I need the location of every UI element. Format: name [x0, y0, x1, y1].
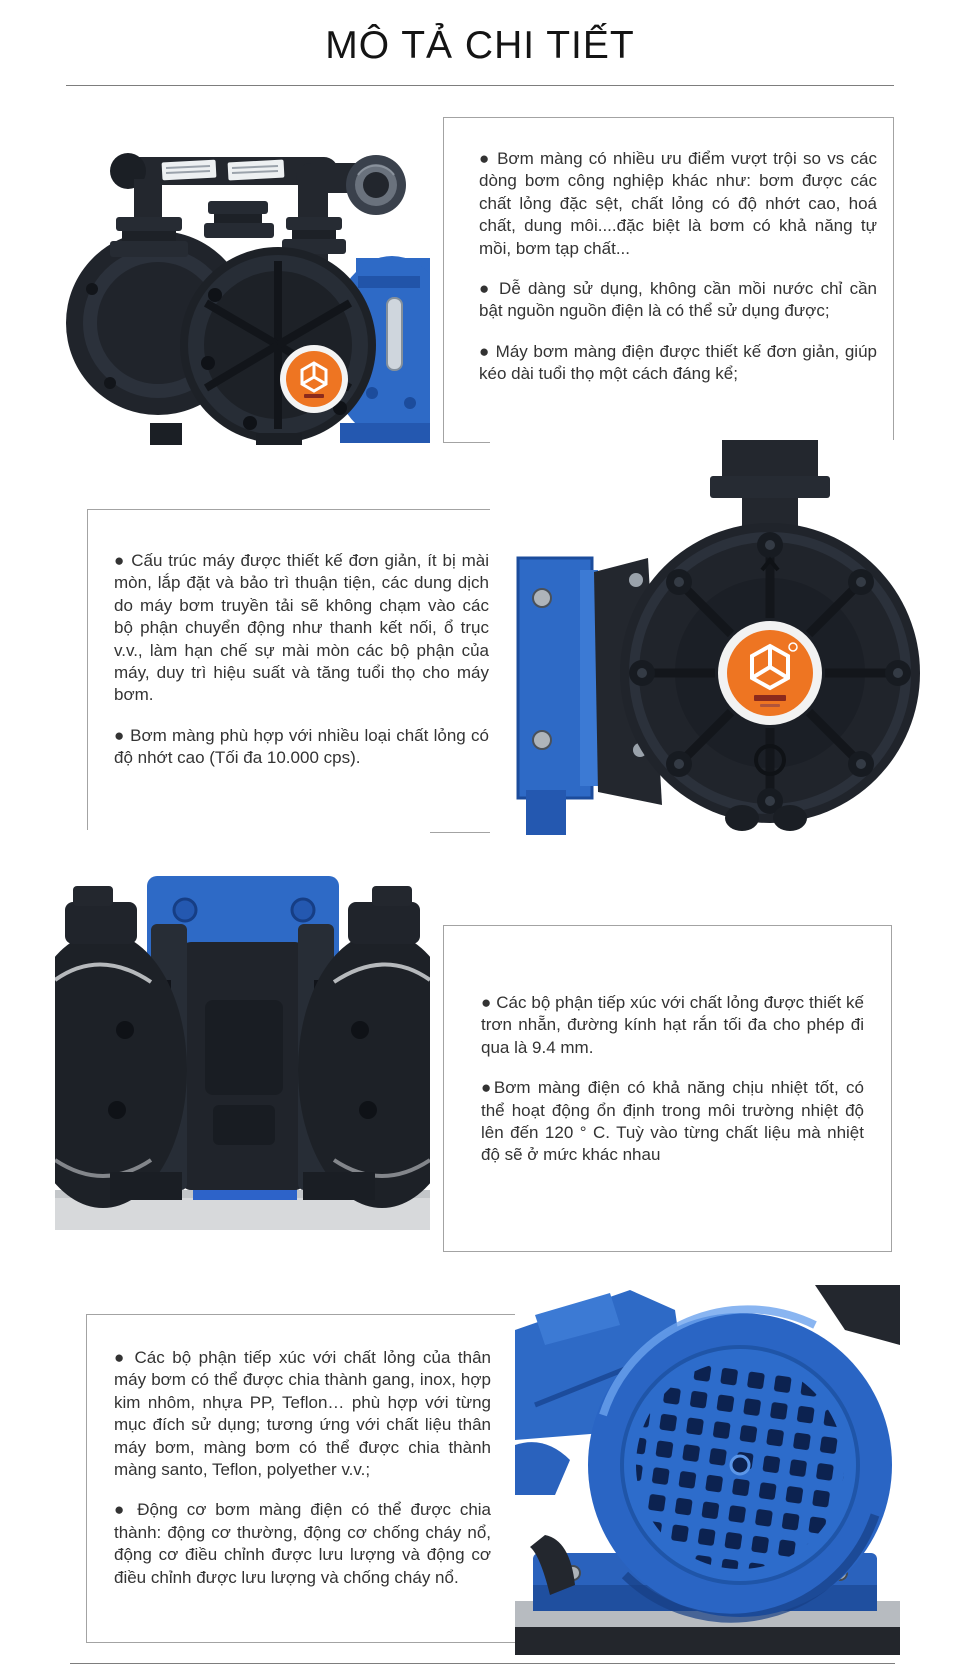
- feature-box-1: [443, 117, 894, 443]
- title-divider: [66, 85, 894, 86]
- pump-photo-front-view: [490, 440, 960, 835]
- pump-photo-side-view: [58, 93, 430, 445]
- feature-box-3: [443, 925, 892, 1252]
- bullet-paragraph: ● Động cơ bơm màng điện có thể được chia thành: động cơ thường, động cơ chống cháy nổ, động cơ điều chỉnh được lưu lượng và động cơ điều chỉnh được lưu lượng và chống cháy nổ.: [114, 1500, 491, 1587]
- bullet-paragraph: ● Máy bơm màng điện được thiết kế đơn giản, giúp kéo dài tuổi thọ một cách đáng kể;: [479, 341, 877, 384]
- bottom-divider: [70, 1663, 895, 1664]
- bullet-paragraph: ● Bơm màng phù hợp với nhiều loại chất lỏng có độ nhớt cao (Tối đa 10.000 cps).: [114, 725, 489, 768]
- bullet-paragraph: ● Các bộ phận tiếp xúc với chất lỏng được thiết kế trơn nhẵn, đường kính hạt rắn tối đa cho phép đi qua là 9.4 mm.: [481, 993, 864, 1057]
- brand-logo-icon: [280, 345, 348, 413]
- bullet-paragraph: ● Các bộ phận tiếp xúc với chất lỏng của thân máy bơm có thể được chia thành gang, inox, hợp kim nhôm, nhựa PP, Teflon… phù hợp với từng mục đích sử dụng; tương ứng với chất liệu thân máy bơm, màng bơm có thể được chia thành màng santo, Teflon, polyether v.v.;: [114, 1348, 491, 1480]
- bullet-paragraph: ● Dễ dàng sử dụng, không cần mồi nước chỉ cần bật nguồn nguồn điện là có thể sử dụng được;: [479, 279, 877, 321]
- bullet-paragraph: ●Bơm màng điện có khả năng chịu nhiệt tốt, có thể hoạt động ổn định trong môi trường nhiệt độ lên đến 120 ° C. Tuỳ vào từng chất liệu mà nhiệt độ sẽ ở mức khác nhau: [481, 1078, 864, 1165]
- page-title: MÔ TẢ CHI TIẾT: [325, 24, 635, 67]
- motor-photo-rear-view: [515, 1285, 900, 1655]
- pump-photo-closeup: [55, 830, 430, 1230]
- bullet-paragraph: ● Bơm màng có nhiều ưu điểm vượt trội so vs các dòng bơm công nghiệp khác như: bơm được các chất lỏng đặc sệt, chất lỏng có độ nhớt cao, hoá chất, dung môi....đặc biệt là bơm có khả năng tự mồi, bơm tạp chất...: [479, 149, 877, 258]
- brand-logo-icon: [718, 621, 822, 725]
- bullet-paragraph: ● Cấu trúc máy được thiết kế đơn giản, ít bị mài mòn, lắp đặt và bảo trì thuận tiện, các dung dịch do máy bơm truyền tải sẽ không chạm vào các bộ phận chuyển động như thanh kết nối, ổ trục v.v., làm hạn chế sự mài mòn các bộ phận của máy, duy trì hiệu suất và tăng tuổi thọ cho máy bơm.: [114, 551, 489, 705]
- blue-flange: [518, 558, 598, 835]
